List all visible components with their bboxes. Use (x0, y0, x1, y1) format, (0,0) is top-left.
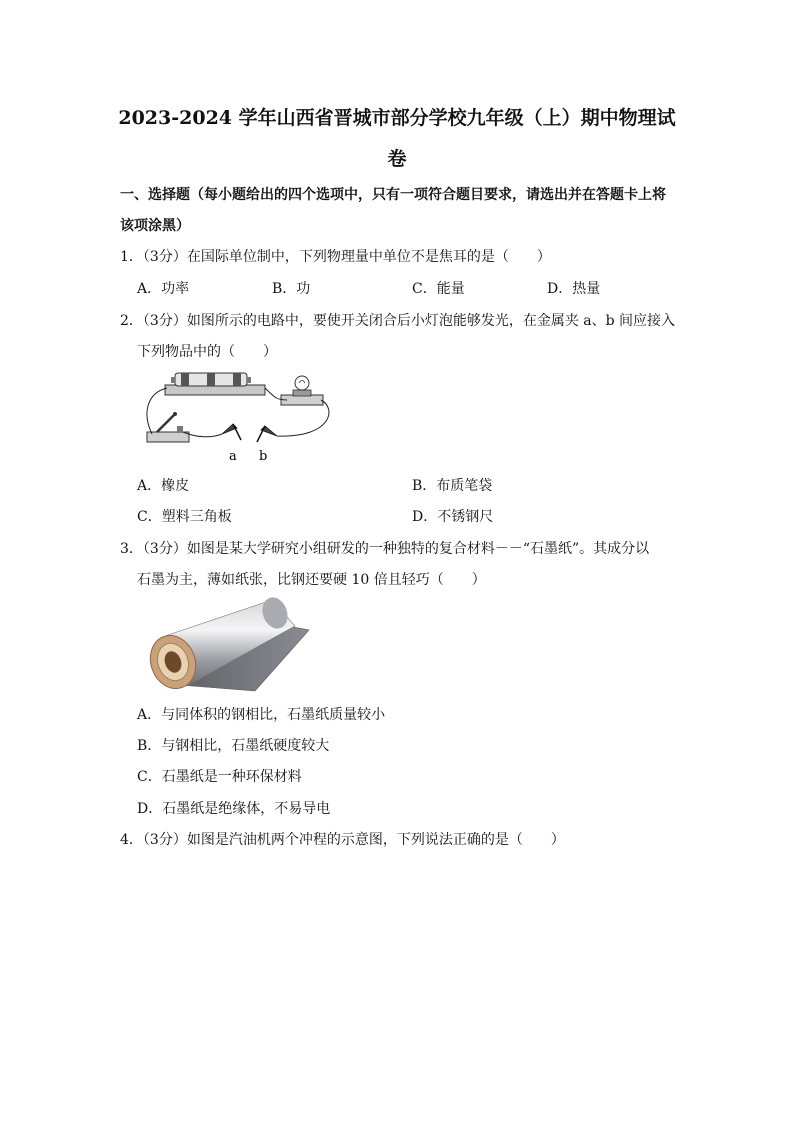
graphite-paper-roll-image (137, 596, 317, 696)
question-1-option-d: D．热量 (547, 281, 601, 297)
section-heading-line2: 该项涂黑） (120, 218, 190, 234)
question-1-option-a: A．功率 (137, 281, 190, 297)
question-2-option-a: A．橡皮 (137, 478, 190, 494)
switch-base (147, 412, 189, 442)
question-4-stem: 4．（3分）如图是汽油机两个冲程的示意图，下列说法正确的是（ ） (120, 832, 565, 848)
terminal-label-b: b (259, 449, 268, 464)
question-1-option-b: B．功 (272, 281, 311, 297)
question-2-option-c: C．塑料三角板 (137, 509, 232, 525)
section-heading-line1: 一、选择题（每小题给出的四个选项中，只有一项符合题目要求，请选出并在答题卡上将 (120, 187, 666, 203)
question-1-stem: 1．（3分）在国际单位制中，下列物理量中单位不是焦耳的是（ ） (120, 249, 551, 265)
question-2-stem-line2: 下列物品中的（ ） (137, 344, 277, 360)
question-2-stem-line1: 2．（3分）如图所示的电路中，要使开关闭合后小灯泡能够发光，在金属夹 a、b 间应接入 (120, 313, 676, 329)
question-3-option-a: A．与同体积的钢相比，石墨纸质量较小 (137, 707, 386, 723)
question-3-option-b: B．与钢相比，石墨纸硬度较大 (137, 738, 330, 754)
circuit-figure (137, 368, 337, 468)
question-2-option-b: B．布质笔袋 (412, 478, 493, 494)
question-3-option-c: C．石墨纸是一种环保材料 (137, 769, 302, 785)
terminal-label-a: a (229, 449, 237, 464)
exam-title-line2: 卷 (387, 148, 407, 170)
question-3-stem-line2: 石墨为主，薄如纸张，比钢还要硬 10 倍且轻巧（ ） (137, 572, 486, 588)
battery-box (165, 373, 265, 395)
question-2-option-d: D．不锈钢尺 (412, 509, 494, 525)
clip-b (257, 426, 277, 442)
bulb-holder (281, 376, 323, 405)
question-3-stem-line1: 3．（3分）如图是某大学研究小组研发的一种独特的复合材料－－“石墨纸”。其成分以 (120, 541, 650, 557)
question-1-option-c: C．能量 (412, 281, 465, 297)
question-3-option-d: D．石墨纸是绝缘体，不易导电 (137, 801, 331, 817)
clip-a (222, 424, 241, 440)
exam-title-line1: 2023-2024 学年山西省晋城市部分学校九年级（上）期中物理试 (118, 107, 676, 129)
